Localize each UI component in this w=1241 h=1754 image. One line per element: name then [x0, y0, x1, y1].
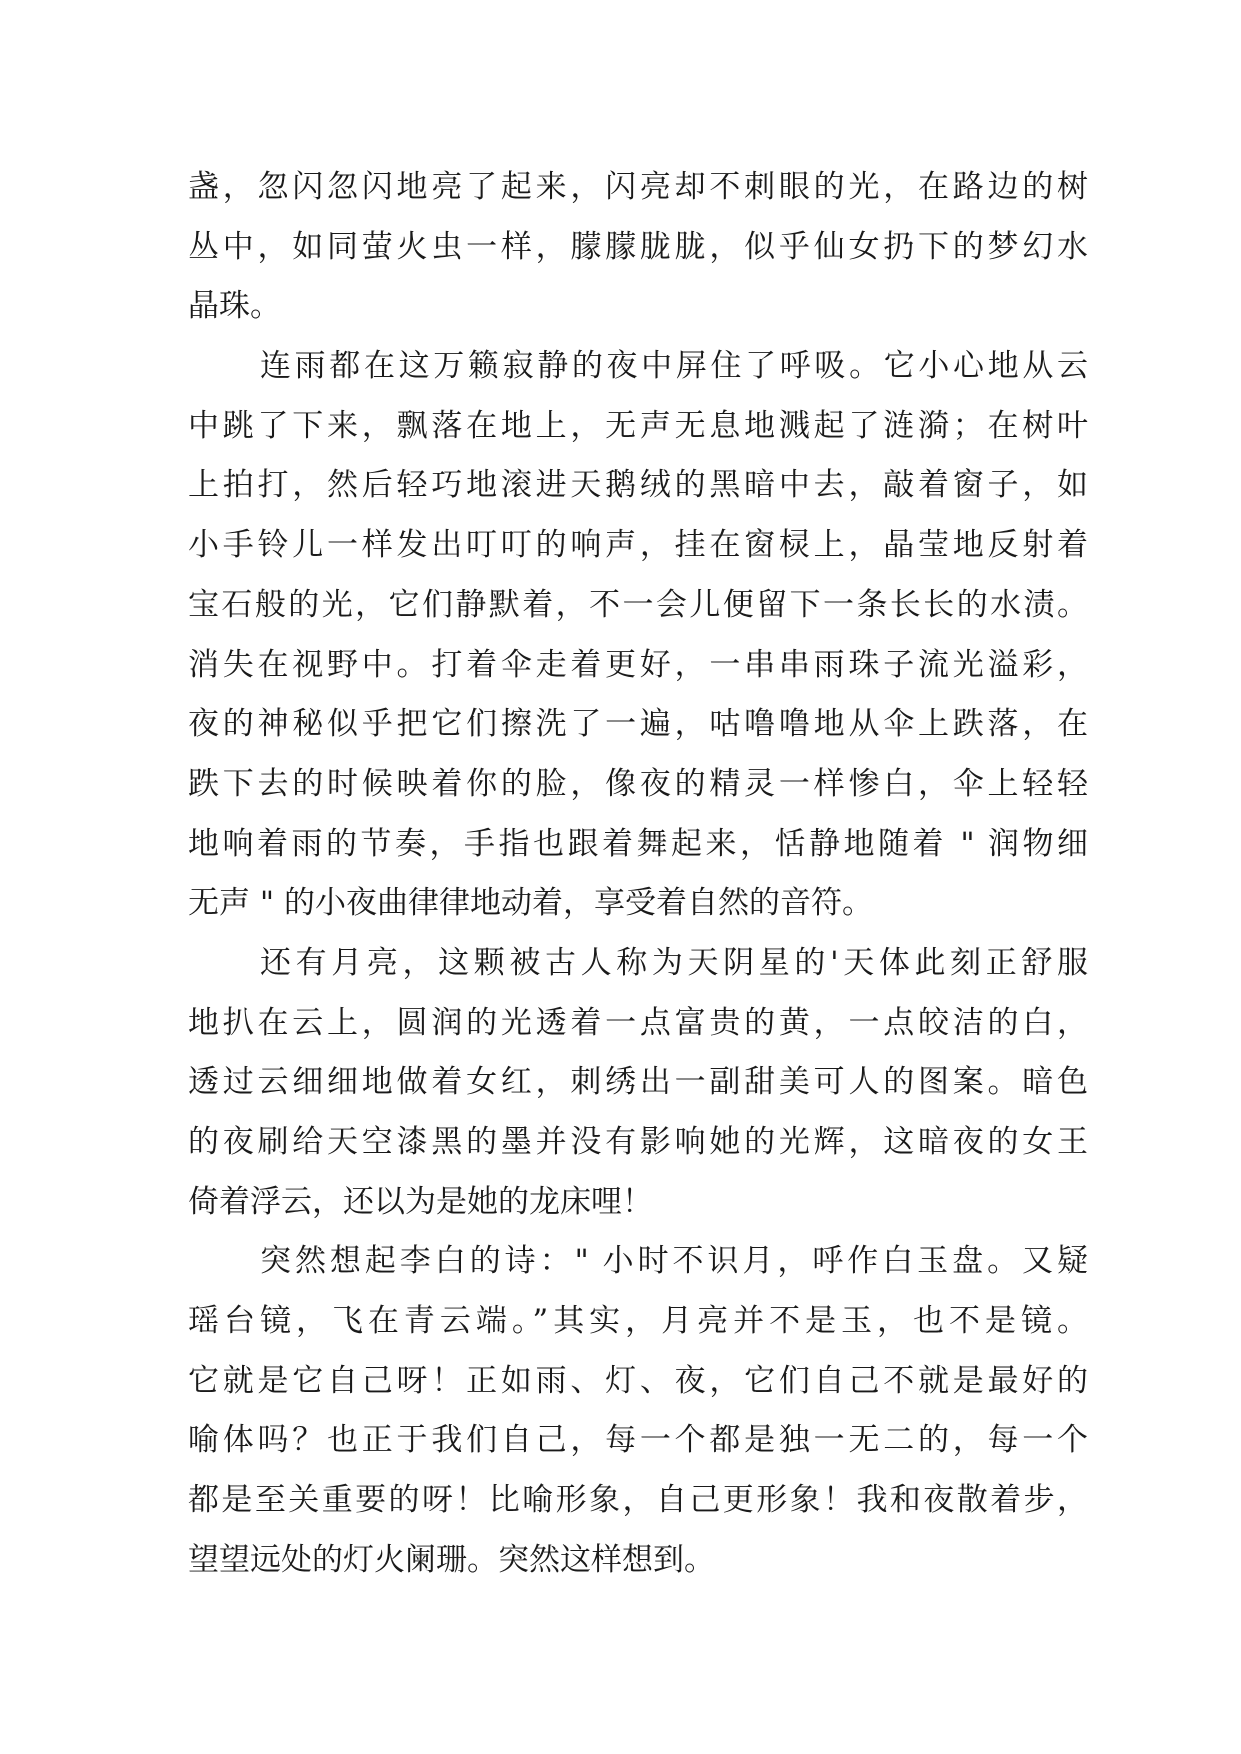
text-line: 无声 " 的小夜曲律律地动着，享受着自然的音符。: [188, 885, 873, 922]
text-line: 宝石般的光，它们静默着，不一会儿便留下一条长长的水渍。: [188, 586, 1088, 623]
text-line: 突然想起李白的诗：" 小时不识月，呼作白玉盘。又疑: [260, 1243, 1088, 1280]
text-line: 盏，忽闪忽闪地亮了起来，闪亮却不刺眼的光，在路边的树: [188, 169, 1088, 205]
text-line: 的夜刷给天空漆黑的墨并没有影响她的光辉，这暗夜的女王: [188, 1124, 1088, 1160]
text-line: 夜的神秘似乎把它们擦洗了一遍，咕噜噜地从伞上跌落，在: [188, 706, 1088, 743]
text-line: 消失在视野中。打着伞走着更好，一串串雨珠子流光溢彩，: [188, 646, 1088, 683]
text-line: 地扒在云上，圆润的光透着一点富贵的黄，一点皎洁的白，: [188, 1004, 1088, 1041]
paragraph-1: [188, 158, 1088, 337]
text-line: 倚着浮云，还以为是她的龙床哩！: [188, 1183, 653, 1220]
text-line: 它就是它自己呀！正如雨、灯、夜，它们自己不就是最好的: [188, 1362, 1088, 1399]
paragraph-3: [188, 934, 1088, 1232]
text-line: 上拍打，然后轻巧地滚进天鹅绒的黑暗中去，敲着窗子，如: [188, 467, 1088, 504]
text-line: 中跳了下来，飘落在地上，无声无息地溅起了涟漪；在树叶: [188, 407, 1088, 444]
text-line: 透过云细细地做着女红，刺绣出一副甜美可人的图案。暗色: [188, 1064, 1088, 1101]
text-line: 还有月亮，这颗被古人称为天阴星的'天体此刻正舒服: [260, 944, 1088, 981]
text-line: 小手铃儿一样发出叮叮的响声，挂在窗棂上，晶莹地反射着: [188, 527, 1088, 564]
text-line: 瑶台镜，飞在青云端。”其实，月亮并不是玉，也不是镜。: [188, 1303, 1088, 1340]
text-line: 晶珠。: [188, 288, 281, 325]
paragraph-2: [188, 337, 1088, 934]
text-line: 连雨都在这万籁寂静的夜中屏住了呼吸。它小心地从云: [260, 348, 1088, 385]
text-line: 跌下去的时候映着你的脸，像夜的精灵一样惨白，伞上轻轻: [188, 765, 1088, 802]
text-line: 望望远处的灯火阑珊。突然这样想到。: [188, 1541, 715, 1578]
text-line: 喻体吗？也正于我们自己，每一个都是独一无二的，每一个: [188, 1422, 1088, 1459]
text-line: 都是至关重要的呀！比喻形象，自己更形象！我和夜散着步，: [188, 1482, 1088, 1519]
paragraph-4: [188, 1232, 1088, 1590]
essay-text: [188, 158, 1088, 1591]
text-line: 丛中，如同萤火虫一样，朦朦胧胧，似乎仙女扔下的梦幻水: [188, 228, 1088, 265]
text-line: 地响着雨的节奏，手指也跟着舞起来，恬静地随着 " 润物细: [188, 825, 1088, 862]
